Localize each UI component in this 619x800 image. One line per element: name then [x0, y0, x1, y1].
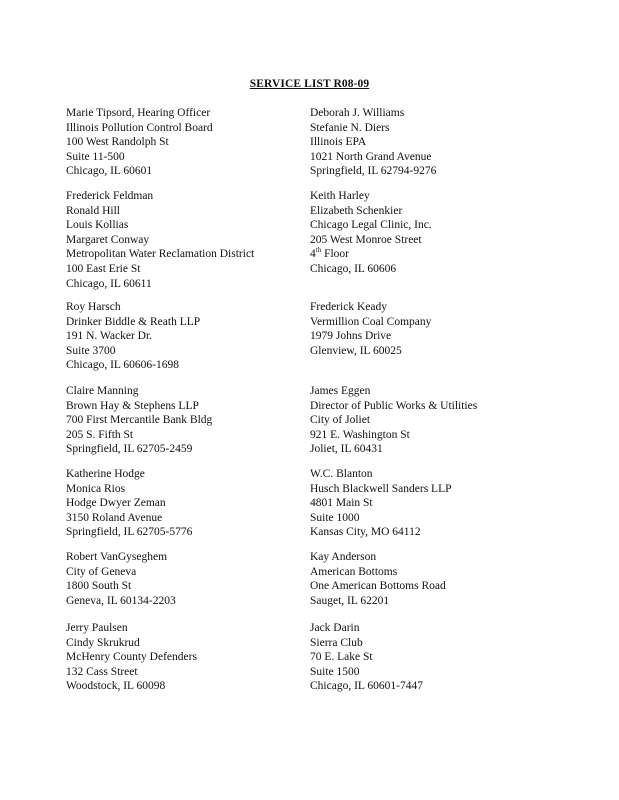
address-block — [66, 189, 306, 291]
address-line: Frederick Feldman — [66, 190, 154, 202]
address-line: 1800 South St — [66, 580, 132, 593]
address-line: Frederick Keady — [310, 301, 387, 313]
address-line: Geneva, IL 60134-2203 — [66, 594, 176, 607]
floor-word: Floor — [321, 248, 349, 261]
address-line: Claire Manning — [66, 385, 139, 397]
address-block — [310, 621, 560, 694]
page-title: SERVICE LIST R08-09 — [249, 78, 370, 90]
address-line: Hodge Dwyer Zeman — [66, 497, 166, 510]
address-line: 3150 Roland Avenue — [66, 511, 163, 524]
address-block — [66, 384, 306, 457]
address-line: Illinois EPA — [310, 136, 367, 149]
address-line: Drinker Biddle & Reath LLP — [66, 315, 201, 328]
address-line: Chicago, IL 60606 — [310, 262, 397, 275]
address-line floor-line — [310, 247, 560, 262]
address-line: Suite 3700 — [66, 344, 116, 357]
address-block — [66, 300, 306, 373]
address-line: Springfield, IL 62705-2459 — [66, 443, 193, 456]
address-block — [66, 621, 306, 694]
address-line: Chicago, IL 60601 — [66, 165, 153, 178]
address-line: Cindy Skrukrud — [66, 636, 140, 649]
address-line: Joliet, IL 60431 — [310, 443, 383, 456]
floor-number: 4 — [310, 248, 316, 261]
address-line: Stefanie N. Diers — [310, 121, 390, 134]
address-line: Margaret Conway — [66, 233, 150, 246]
address-block — [310, 550, 560, 608]
address-line: 1979 Johns Drive — [310, 330, 392, 343]
address-line: Metropolitan Water Reclamation District — [66, 248, 255, 261]
address-line: Robert VanGyseghem — [66, 551, 168, 563]
address-line: Jack Darin — [310, 622, 360, 634]
address-block — [66, 467, 306, 540]
address-line: Brown Hay & Stephens LLP — [66, 399, 199, 412]
address-line: Kay Anderson — [310, 551, 377, 563]
address-line: Sauget, IL 62201 — [310, 594, 390, 607]
address-line: Chicago Legal Clinic, Inc. — [310, 219, 432, 232]
address-line: Chicago, IL 60611 — [66, 277, 152, 290]
address-line: 921 E. Washington St — [310, 428, 410, 441]
address-line: One American Bottoms Road — [310, 580, 446, 593]
address-line: Louis Kollias — [66, 219, 129, 232]
address-line: 205 West Monroe Street — [310, 233, 422, 246]
address-line: W.C. Blanton — [310, 468, 373, 480]
address-line: City of Joliet — [310, 414, 371, 427]
address-line: 700 First Mercantile Bank Bldg — [66, 414, 213, 427]
address-line: McHenry County Defenders — [66, 651, 197, 664]
address-line: Sierra Club — [310, 636, 363, 649]
address-line: Chicago, IL 60606-1698 — [66, 359, 179, 372]
address-line: 1021 North Grand Avenue — [310, 150, 432, 163]
address-line: Illinois Pollution Control Board — [66, 121, 213, 134]
address-line: Keith Harley — [310, 190, 370, 202]
address-line: City of Geneva — [66, 565, 137, 578]
address-line: Deborah J. Williams — [310, 107, 405, 119]
address-line: Suite 1500 — [310, 665, 360, 678]
address-line: Director of Public Works & Utilities — [310, 399, 478, 412]
address-line: Monica Rios — [66, 482, 126, 495]
address-line: Suite 11-500 — [66, 150, 125, 163]
address-line: 4801 Main St — [310, 497, 373, 510]
address-block — [310, 106, 560, 179]
address-block — [310, 467, 560, 540]
address-line: 100 West Randolph St — [66, 136, 169, 149]
address-line: 191 N. Wacker Dr. — [66, 330, 153, 343]
address-line: Roy Harsch — [66, 301, 121, 313]
address-line: 100 East Erie St — [66, 262, 141, 275]
address-line: Vermillion Coal Company — [310, 315, 432, 328]
address-line: Katherine Hodge — [66, 468, 145, 480]
address-block — [310, 384, 560, 457]
address-line: Chicago, IL 60601-7447 — [310, 680, 423, 693]
address-block — [66, 550, 306, 608]
address-block — [310, 189, 560, 277]
address-line: Ronald Hill — [66, 204, 120, 217]
address-block — [66, 106, 306, 179]
address-block — [310, 300, 560, 358]
address-line: Elizabeth Schenkier — [310, 204, 403, 217]
address-line: 132 Cass Street — [66, 665, 138, 678]
address-line: American Bottoms — [310, 565, 398, 578]
address-line: Kansas City, MO 64112 — [310, 526, 421, 539]
address-line: 205 S. Fifth St — [66, 428, 134, 441]
address-line: Suite 1000 — [310, 511, 360, 524]
address-line: James Eggen — [310, 385, 371, 397]
address-line: Husch Blackwell Sanders LLP — [310, 482, 452, 495]
address-line: Marie Tipsord, Hearing Officer — [66, 107, 211, 119]
address-line: Glenview, IL 60025 — [310, 344, 402, 357]
address-line: Springfield, IL 62705-5776 — [66, 526, 193, 539]
address-line: 70 E. Lake St — [310, 651, 373, 664]
address-line: Jerry Paulsen — [66, 622, 128, 634]
address-line: Woodstock, IL 60098 — [66, 680, 166, 693]
floor-ordinal-suffix: th — [315, 246, 322, 255]
address-line: Springfield, IL 62794-9276 — [310, 165, 437, 178]
